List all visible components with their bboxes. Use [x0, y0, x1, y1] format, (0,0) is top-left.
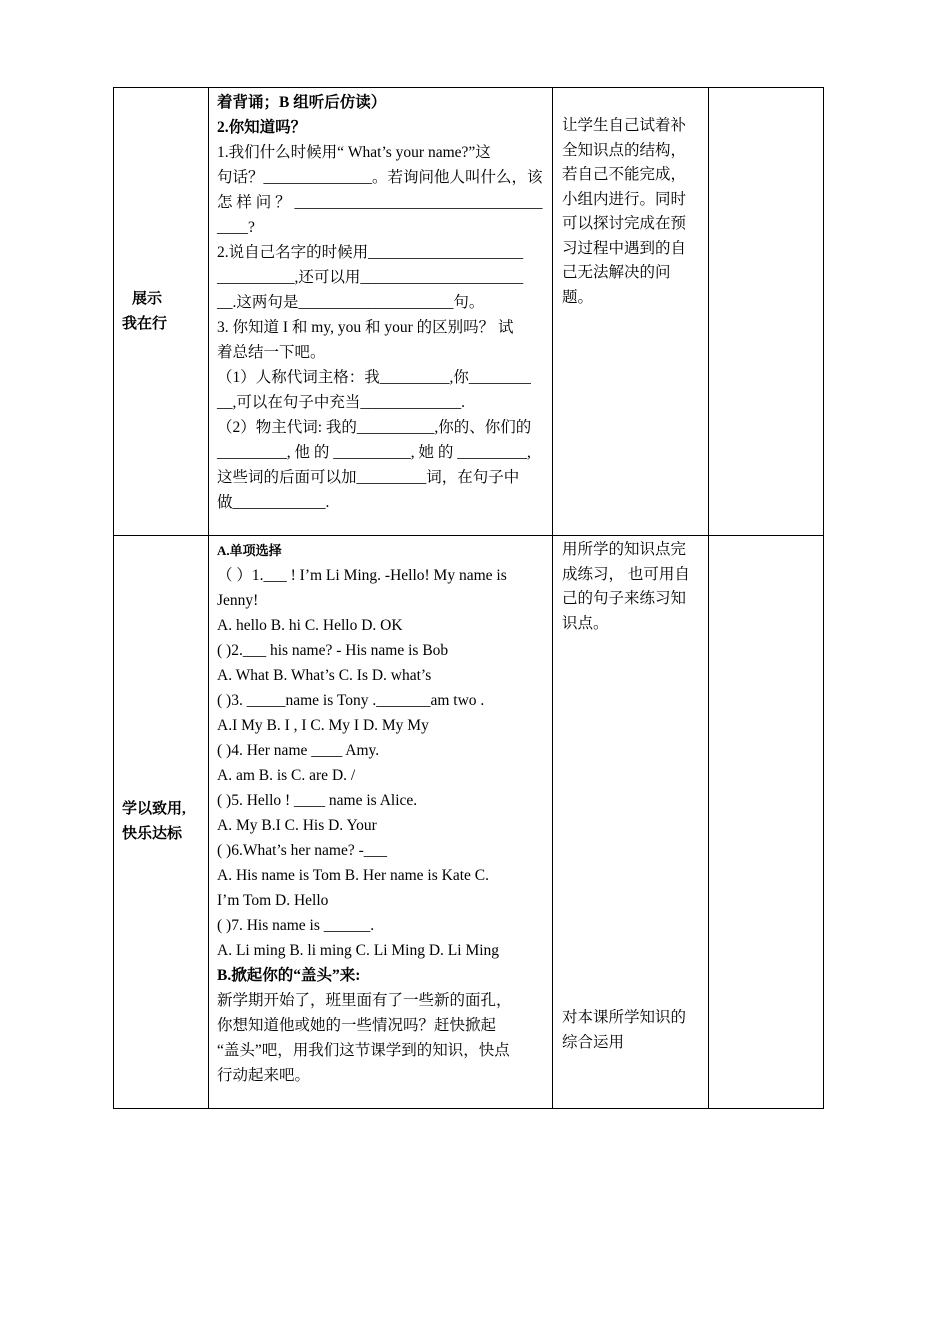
- content-line: 3. 你知道 I 和 my, you 和 your 的区别吗？ 试: [217, 319, 514, 336]
- activity-content: [209, 88, 552, 515]
- content-line: A. His name is Tom B. Her name is Kate C.: [217, 867, 489, 884]
- content-line: 2.你知道吗？: [217, 119, 307, 136]
- design-intent-summary: [553, 1004, 708, 1055]
- intent-line: 让学生自己试着补: [562, 117, 687, 134]
- design-intent: [553, 88, 708, 310]
- content-line: 做____________.: [217, 494, 330, 511]
- content-line: 句话？______________。若询问他人叫什么，该: [217, 169, 543, 186]
- intent-line: 识点。: [562, 614, 609, 632]
- intent-line: 己无法解决的问: [562, 264, 671, 281]
- content-line: _________, 他 的 __________, 她 的 _________,: [217, 444, 531, 461]
- content-line: A.单项选择: [217, 543, 282, 558]
- intent-line: 可以探讨完成在预: [562, 215, 687, 232]
- content-line: （1）人称代词主格：我_________,你________: [217, 369, 531, 386]
- design-intent: [553, 536, 708, 636]
- stage-label: 学以致用, 快乐达标: [122, 801, 186, 842]
- stage-cell: [114, 88, 209, 536]
- content-line: ( )7. His name is ______.: [217, 917, 375, 934]
- intent-line: 对本课所学知识的: [562, 1009, 687, 1026]
- content-line: __________,还可以用_____________________: [217, 269, 524, 286]
- notes-cell: [709, 536, 824, 1109]
- lesson-plan-table: [113, 87, 824, 1109]
- content-line: A. Li ming B. li ming C. Li Ming D. Li Ming: [217, 942, 500, 959]
- content-line: I’m Tom D. Hello: [217, 892, 329, 909]
- content-line: 新学期开始了，班里面有了一些新的面孔，: [217, 992, 512, 1009]
- stage-cell: [114, 536, 209, 1109]
- content-cell: [209, 88, 553, 536]
- content-line: A. am B. is C. are D. /: [217, 767, 356, 784]
- intent-cell: [553, 536, 709, 1109]
- content-line: 行动起来吧。: [217, 1067, 311, 1084]
- content-line: ( )6.What’s her name? -___: [217, 842, 388, 859]
- notes-cell: [709, 88, 824, 536]
- content-line: A. What B. What’s C. Is D. what’s: [217, 667, 432, 684]
- content-line: __,可以在句子中充当_____________.: [217, 394, 466, 411]
- intent-line: 成练习， 也可用自: [562, 565, 690, 583]
- intent-cell: [553, 88, 709, 536]
- content-line: （ ）1.___ ! I’m Li Ming. -Hello! My name is: [217, 567, 507, 584]
- content-line: ( )5. Hello ! ____ name is Alice.: [217, 792, 418, 809]
- intent-line: 习过程中遇到的自: [562, 239, 687, 257]
- intent-line: 题。: [562, 288, 594, 306]
- content-line: ( )2.___ his name? - His name is Bob: [217, 642, 449, 659]
- content-line: B.掀起你的“盖头”来:: [217, 967, 361, 984]
- content-line: 着总结一下吧。: [217, 344, 326, 361]
- content-line: ____?: [217, 219, 255, 236]
- stage-label: 展示 我在行: [122, 290, 168, 332]
- content-cell: [209, 536, 553, 1109]
- exercise-content: [209, 536, 552, 1088]
- content-line: 这些词的后面可以加_________词，在句子中: [217, 469, 520, 486]
- intent-line: 全知识点的结构，: [562, 141, 687, 159]
- table-row: [114, 88, 824, 536]
- content-line: 1.我们什么时候用“ What’s your name?”这: [217, 144, 491, 161]
- content-line: 怎 样 问 ？ ________________________________: [217, 194, 543, 211]
- content-line: __.这两句是____________________句。: [217, 294, 485, 311]
- intent-line: 综合运用: [562, 1033, 625, 1051]
- content-line: ( )3. _____name is Tony ._______am two .: [217, 692, 485, 709]
- content-line: A.I My B. I , I C. My I D. My My: [217, 717, 429, 734]
- content-line: A. hello B. hi C. Hello D. OK: [217, 617, 403, 634]
- content-line: 着背诵；B 组听后仿读）: [217, 94, 387, 111]
- intent-line: 若自己不能完成，: [562, 166, 687, 183]
- intent-line: 己的句子来练习知: [562, 590, 687, 607]
- intent-line: 小组内进行。同时: [562, 190, 687, 208]
- content-line: （2）物主代词: 我的__________,你的、你们的: [217, 419, 532, 436]
- content-line: 2.说自己名字的时候用____________________: [217, 244, 524, 261]
- content-line: “盖头”吧，用我们这节课学到的知识，快点: [217, 1042, 510, 1059]
- table-row: [114, 536, 824, 1109]
- content-line: Jenny!: [217, 592, 259, 609]
- content-line: ( )4. Her name ____ Amy.: [217, 742, 380, 759]
- content-line: A. My B.I C. His D. Your: [217, 817, 377, 834]
- content-line: 你想知道他或她的一些情况吗？赶快掀起: [217, 1017, 497, 1034]
- intent-line: 用所学的知识点完: [562, 541, 687, 558]
